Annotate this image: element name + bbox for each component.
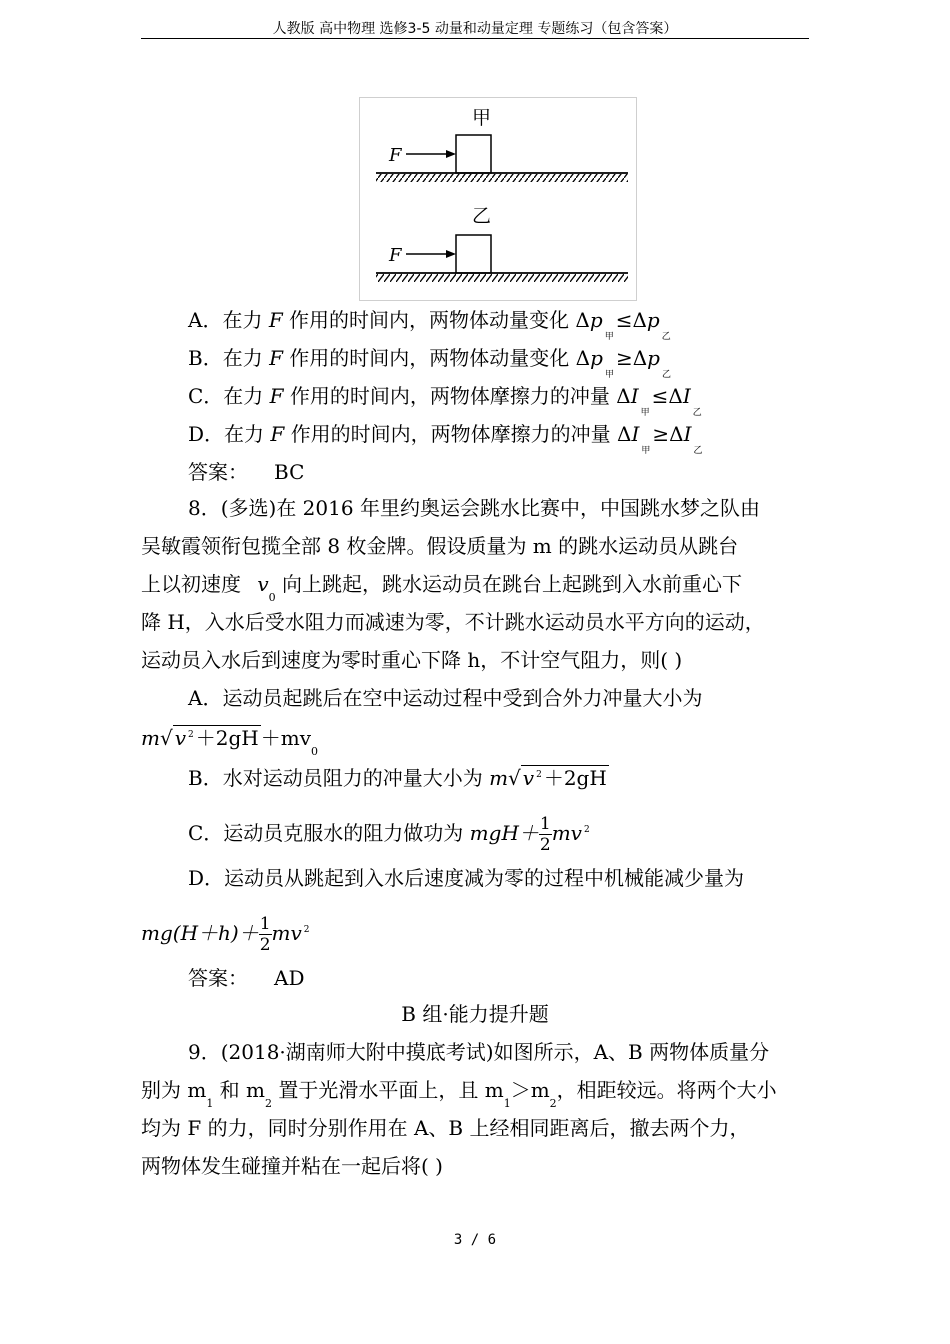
q7-option-b: B．在力 F 作用的时间内，两物体动量变化 $\Delta p_甲\ge\Delta p_乙$ bbox=[188, 346, 671, 380]
ground-hatch-bottom bbox=[376, 274, 628, 282]
ground-hatch-top bbox=[376, 174, 628, 182]
q8-line-1: 8．(多选)在 2016 年里约奥运会跳水比赛中，中国跳水梦之队由 bbox=[188, 496, 760, 520]
q9-line-3: 均为 F 的力，同时分别作用在 A、B 上经相同距离后，撤去两个力， bbox=[141, 1116, 750, 1140]
q8-line-4: 降 H，入水后受水阻力而减速为零，不计跳水运动员水平方向的运动， bbox=[141, 610, 765, 634]
arrowhead-top bbox=[446, 150, 456, 158]
q8-option-c: C．运动员克服水的阻力做功为 mgH＋ $\frac{1}{2}$ mv $^2$ bbox=[188, 814, 590, 855]
label-jia: 甲 bbox=[472, 107, 492, 129]
q8-option-b: B．水对运动员阻力的冲量大小为 m√ v $^2$ ＋2gH bbox=[188, 764, 609, 795]
q8-line-3: 上以初速度 $v_0$ 向上跳起，跳水运动员在跳台上起跳到入水前重心下 bbox=[141, 572, 743, 604]
block-yi bbox=[456, 235, 491, 273]
header-rule bbox=[141, 38, 809, 39]
q8-answer: 答案： AD bbox=[188, 966, 305, 990]
block-jia bbox=[456, 135, 491, 173]
q8-line-5: 运动员入水后到速度为零时重心下降 h，不计空气阻力，则( ) bbox=[141, 648, 683, 672]
q7-answer: 答案： BC bbox=[188, 460, 305, 484]
section-b-title: B 组·能力提升题 bbox=[401, 1002, 549, 1026]
q9-line-4: 两物体发生碰撞并粘在一起后将( ) bbox=[141, 1154, 443, 1178]
q8-line-2: 吴敏霞领衔包揽全部 8 枚金牌。假设质量为 m 的跳水运动员从跳台 bbox=[141, 534, 739, 558]
q8-option-d: D．运动员从跳起到入水后速度减为零的过程中机械能减少量为 bbox=[188, 866, 745, 890]
q7-option-d: D．在力 F 作用的时间内，两物体摩擦力的冲量 $\Delta I_甲\ge\Delta I_乙$ bbox=[188, 422, 703, 456]
figure-box bbox=[359, 97, 637, 301]
force-label-bottom: F bbox=[389, 245, 402, 266]
q7-option-a: A．在力 F 作用的时间内，两物体动量变化 $\Delta p_甲\le\Delta p_乙$ bbox=[188, 308, 671, 342]
figure-drawing bbox=[360, 98, 636, 300]
label-yi: 乙 bbox=[472, 205, 492, 227]
q9-line-2: 别为 $m_1$ 和 $m_2$ 置于光滑水平面上，且 $m_1>m_2$，相距较远。将两个大小 bbox=[141, 1078, 777, 1110]
page-header: 人教版 高中物理 选修3-5 动量和动量定理 专题练习（包含答案） bbox=[272, 21, 678, 37]
page-number: 3 / 6 bbox=[453, 1232, 497, 1248]
q8-option-a-formula: m√ v $^2 +2gH +mv_0$ bbox=[141, 726, 318, 758]
q7-option-c: C．在力 F 作用的时间内，两物体摩擦力的冲量 $\Delta I_甲\le\Delta I_乙$ bbox=[188, 384, 702, 418]
q9-line-1: 9．(2018·湖南师大附中摸底考试)如图所示，A、B 两物体质量分 bbox=[188, 1040, 770, 1064]
arrowhead-bottom bbox=[446, 250, 456, 258]
q8-option-d-formula: mg(H＋h)＋ $\frac{1}{2}$ mv $^2$ bbox=[141, 914, 310, 955]
q8-option-a: A．运动员起跳后在空中运动过程中受到合外力冲量大小为 bbox=[188, 686, 703, 710]
force-label-top: F bbox=[389, 145, 402, 166]
